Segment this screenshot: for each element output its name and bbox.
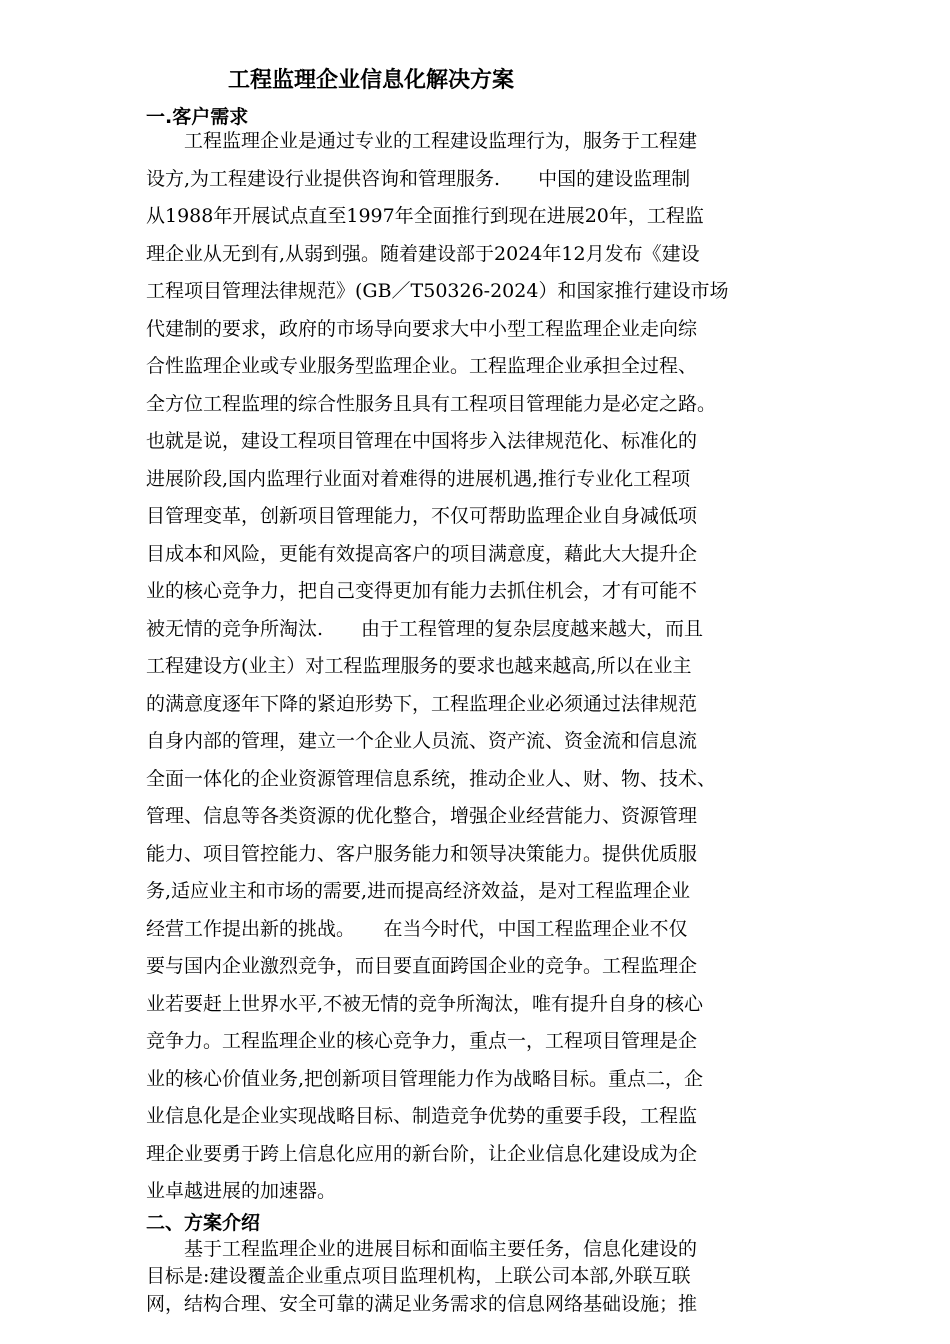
paragraph-line: 从1988年开展试点直至1997年全面推行到现在进展20年，工程监 (146, 205, 704, 227)
paragraph-line: 务,适应业主和市场的需要,进而提高经济效益，是对工程监理企业 (146, 880, 691, 902)
paragraph-line: 合性监理企业或专业服务型监理企业。工程监理企业承担全过程、 (146, 355, 698, 377)
section-body-customer-needs (146, 123, 728, 1211)
paragraph-line: 能力、项目管控能力、客户服务能力和领导决策能力。提供优质服 (146, 842, 698, 865)
paragraph-line: 管理、信息等各类资源的优化整合，增强企业经营能力、资源管理 (146, 805, 698, 827)
paragraph-line: 被无情的竞争所淘汰. 由于工程管理的复杂层度越来越大，而且 (146, 617, 704, 640)
paragraph-line: 业信息化是企业实现战略目标、制造竞争优势的重要手段，工程监 (146, 1105, 698, 1127)
paragraph-line: 目标是:建设覆盖企业重点项目监理机构，上联公司本部,外联互联 (146, 1265, 691, 1288)
document-title: 工程监理企业信息化解决方案 (228, 68, 515, 93)
paragraph-line: 工程建设方(业主）对工程监理服务的要求也越来越高,所以在业主 (146, 655, 692, 677)
paragraph-line: 目管理变革，创新项目管理能力，不仅可帮助监理企业自身减低项 (146, 505, 698, 527)
paragraph-line: 网，结构合理、安全可靠的满足业务需求的信息网络基础设施；推 (146, 1292, 698, 1315)
paragraph-line: 自身内部的管理，建立一个企业人员流、资产流、资金流和信息流 (146, 730, 698, 752)
paragraph-line: 理企业从无到有,从弱到强。随着建设部于2024年12月发布《建设 (146, 242, 700, 265)
paragraph-line: 进展阶段,国内监理行业面对着难得的进展机遇,推行专业化工程项 (146, 467, 691, 490)
paragraph-line: 工程项目管理法律规范》(GB／T50326-2024）和国家推行建设市场 (146, 280, 729, 302)
paragraph-line: 基于工程监理企业的进展目标和面临主要任务，信息化建设的 (146, 1238, 698, 1260)
paragraph-line: 业若要赶上世界水平,不被无情的竞争所淘汰，唯有提升自身的核心 (146, 992, 704, 1015)
paragraph-line: 全方位工程监理的综合性服务且具有工程项目管理能力是必定之路。 (146, 392, 717, 415)
section-heading-solution-intro: 二、方案介绍 (146, 1212, 261, 1234)
paragraph-line: 的满意度逐年下降的紧迫形势下，工程监理企业必须通过法律规范 (146, 692, 698, 715)
paragraph-line: 业的核心竞争力，把自己变得更加有能力去抓住机会，才有可能不 (146, 580, 698, 602)
paragraph-line: 理企业要勇于跨上信息化应用的新台阶，让企业信息化建设成为企 (146, 1142, 698, 1165)
paragraph-line: 设方,为工程建设行业提供咨询和管理服务. 中国的建设监理制 (146, 167, 691, 190)
paragraph-line: 要与国内企业激烈竞争，而目要直面跨国企业的竞争。工程监理企 (146, 955, 698, 977)
paragraph-line: 竞争力。工程监理企业的核心竞争力，重点一，工程项目管理是企 (146, 1030, 698, 1052)
paragraph-line: 工程监理企业是通过专业的工程建设监理行为，服务于工程建 (146, 130, 698, 152)
paragraph-line: 也就是说，建设工程项目管理在中国将步入法律规范化、标准化的 (146, 430, 698, 452)
paragraph-line: 代建制的要求，政府的市场导向要求大中小型工程监理企业走向综 (146, 317, 698, 340)
paragraph-line: 业的核心价值业务,把创新项目管理能力作为战略目标。重点二，企 (146, 1067, 704, 1090)
section-heading-customer-needs: 一.客户需求 (146, 106, 249, 128)
section-body-solution-intro (146, 1236, 697, 1318)
paragraph-line: 经营工作提出新的挑战。 在当今时代，中国工程监理企业不仅 (146, 917, 688, 940)
paragraph-line: 全面一体化的企业资源管理信息系统，推动企业人、财、物、技术、 (146, 767, 717, 790)
paragraph-line: 目成本和风险，更能有效提高客户的项目满意度，藉此大大提升企 (146, 542, 698, 565)
paragraph-line: 业卓越进展的加速器。 (146, 1180, 337, 1202)
